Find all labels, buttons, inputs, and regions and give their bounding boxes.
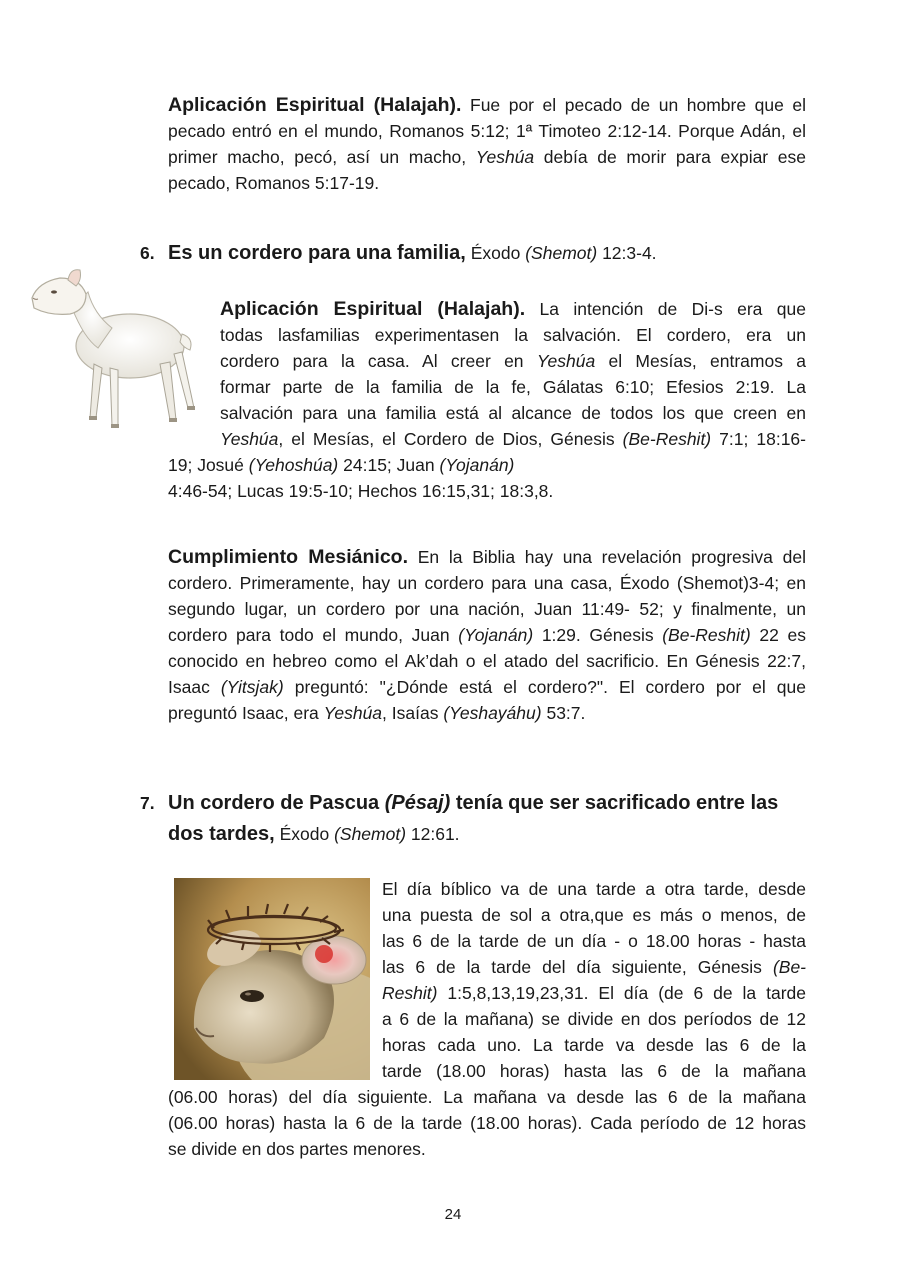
paragraph-halajah-2: Aplicación Espiritual (Halajah). La intención de Di-s era que todas lasfamilias experimentasen la salvación. El cordero, era un cordero para la casa. Al creer en Yeshúa el Mesías, entramos a formar parte de la familia de la fe, Gálatas 6:10; Efesios 2:19. La salvación para una familia está al alcance de todos los que creen en Yeshúa, el Mesías, el Cordero de Dios, Génesis (Be-Reshit) 7:1; 18:16- 19; Josué (Yehoshúa) 24:15; Juan (Yojanán) 4:46-54; Lucas 19:5-10; Hechos 16:15,31; 18:3,8.	[168, 298, 806, 501]
paragraph-halajah-1: Aplicación Espiritual (Halajah). Fue por el pecado de un hombre que el pecado entró en el mundo, Romanos 5:12; 1ª Timoteo 2:12-14. Porque Adán, el primer macho, pecó, así un macho, Yeshúa debía de morir para expiar ese pecado, Romanos 5:17-19.	[168, 94, 806, 193]
section-number: 6.	[140, 243, 155, 263]
page-number: 24	[444, 1206, 462, 1223]
section-heading-7: 7. Un cordero de Pascua (Pésaj) tenía que ser sacrificado entre las dos tardes, Éxodo (Shemot) 12:61.	[140, 788, 810, 850]
paragraph-lead: Cumplimiento Mesiánico.	[168, 546, 408, 568]
section-heading-6: 6. Es un cordero para una familia, Éxodo (Shemot) 12:3-4.	[140, 238, 810, 268]
paragraph-lead: Aplicación Espiritual (Halajah).	[168, 94, 462, 116]
section-title: Un cordero de Pascua (Pésaj) tenía que ser sacrificado entre las	[168, 792, 779, 814]
section-title: Es un cordero para una familia,	[168, 242, 466, 264]
paragraph-lead: Aplicación Espiritual (Halajah).	[220, 298, 526, 320]
paragraph-cumplimiento-mesianico: Cumplimiento Mesiánico. En la Biblia hay una revelación progresiva del cordero. Primeramente, hay un cordero para una casa, Éxodo (Shemot)3-4; en segundo lugar, un cordero por una nación, Juan 11:49- 52; y finalmente, un cordero para todo el mundo, Juan (Yojanán) 1:29. Génesis (Be-Reshit) 22 es conocido en hebreo como el Ak’dah o el atado del sacrificio. En Génesis 22:7, Isaac (Yitsjak) preguntó: "¿Dónde está el cordero?". El cordero por el que preguntó Isaac, era Yeshúa, Isaías (Yeshayáhu) 53:7.	[168, 546, 806, 723]
section-number: 7.	[140, 793, 155, 813]
paragraph-dia-biblico: El día bíblico va de una tarde a otra tarde, desde una puesta de sol a otra,que es más o menos, de las 6 de la tarde de un día - o 18.00 horas - hasta las 6 de la tarde del día siguiente, Génesis (Be- Reshit) 1:5,8,13,19,23,31. El día (de 6 de la tarde a 6 de la mañana) se divide en dos períodos de 12 horas cada uno. La tarde va desde las 6 de la tarde (18.00 horas) hasta las 6 de la mañana (06.00 horas) del día siguiente. La mañana va desde las 6 de la mañana (06.00 horas) hasta la 6 de la tarde (18.00 horas). Cada período de 12 horas se divide en dos partes menores.	[168, 879, 806, 1159]
